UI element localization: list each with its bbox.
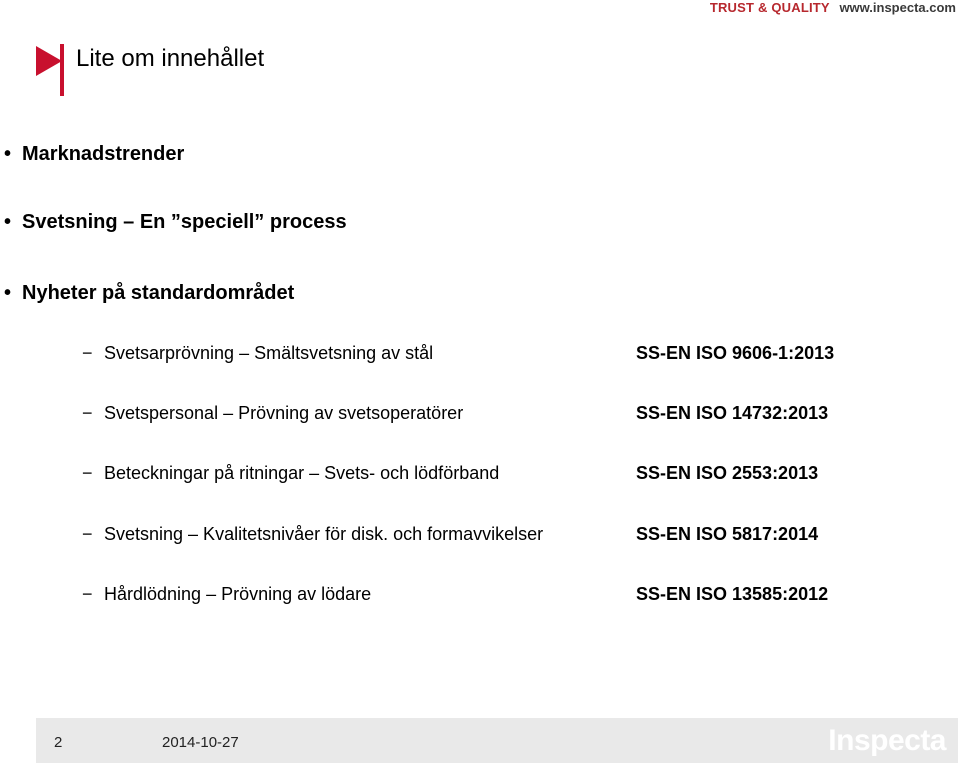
bullet-text: Svetsning – En ”speciell” process [22,211,347,233]
inspecta-logo: Inspecta [828,724,946,757]
slide-title: Lite om innehållet [76,45,265,72]
standard-item [82,342,433,364]
standard-item-text: Svetspersonal – Prövning av svetsoperatörer [104,403,464,423]
bullet-text: Marknadstrender [22,143,185,165]
standard-code: SS-EN ISO 5817:2014 [636,524,819,544]
bullet-item [4,281,294,305]
standard-item [82,402,463,424]
dash-icon: − [82,403,93,423]
page-number: 2 [54,734,63,751]
standard-code: SS-EN ISO 9606-1:2013 [636,343,835,363]
title-accent-bar [60,44,64,96]
standard-item-text: Svetsarprövning – Smältsvetsning av stål [104,343,434,363]
bullet-dot-icon: • [4,143,12,165]
standard-item [82,583,371,605]
standard-code: SS-EN ISO 13585:2012 [636,584,829,604]
standard-item [82,523,543,545]
footer-date: 2014-10-27 [162,734,239,751]
bullet-dot-icon: • [4,211,12,233]
standard-item [82,462,499,484]
bullet-item [4,142,184,166]
dash-icon: − [82,524,93,544]
bullet-item [4,210,347,234]
dash-icon: − [82,584,93,604]
dash-icon: − [82,463,93,483]
title-arrow-icon [36,46,62,76]
standard-item-text: Beteckningar på ritningar – Svets- och lödförband [104,463,500,483]
standard-item-text: Svetsning – Kvalitetsnivåer för disk. och formavvikelser [104,524,544,544]
bullet-text: Nyheter på standardområdet [22,282,295,304]
brand-header [710,0,956,14]
slide-footer [36,718,958,763]
dash-icon: − [82,343,93,363]
bullet-dot-icon: • [4,282,12,304]
standard-code: SS-EN ISO 2553:2013 [636,463,819,483]
brand-url: www.inspecta.com [839,0,956,15]
brand-tagline: TRUST & QUALITY [709,0,830,15]
standard-item-text: Hårdlödning – Prövning av lödare [104,584,372,604]
standard-code: SS-EN ISO 14732:2013 [636,403,829,423]
